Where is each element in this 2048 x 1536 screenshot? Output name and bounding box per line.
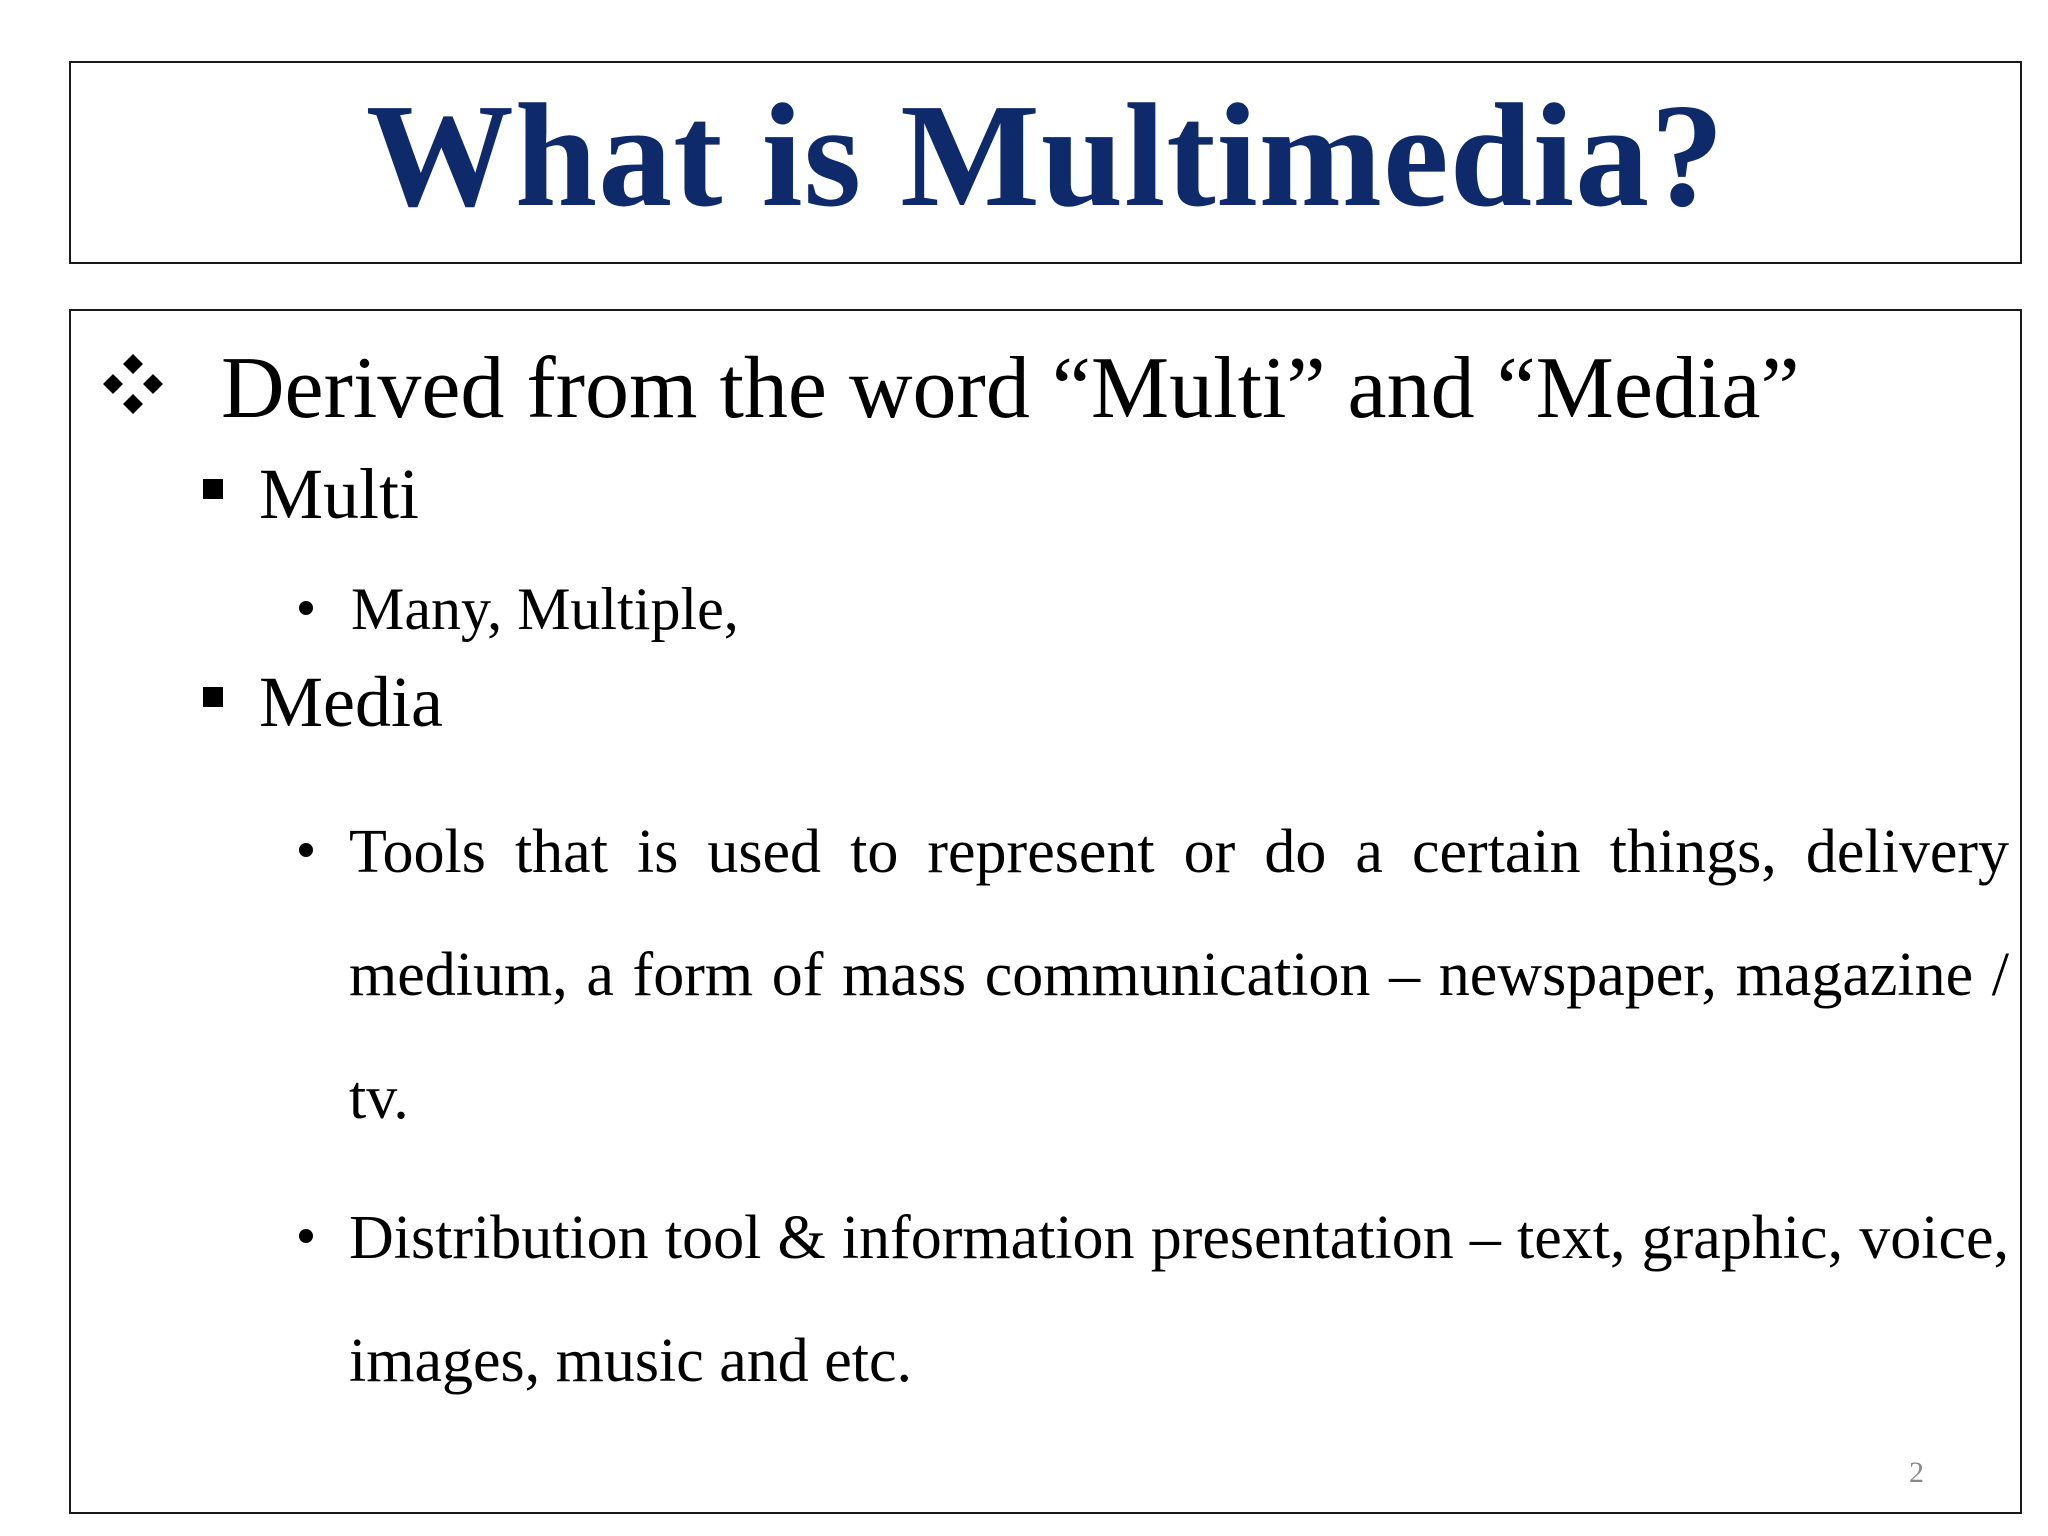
round-bullet-icon [299,1229,313,1243]
media-subitem [349,1177,2009,1423]
level1-text: Derived from the word “Multi” and “Media” [221,340,1800,437]
content-box [69,309,2022,1514]
media-subitem [349,791,2009,1160]
four-diamond-icon [101,352,165,416]
round-bullet-icon [299,601,313,615]
page-number: 2 [1909,1456,1924,1489]
slide-title: What is Multimedia? [365,73,1726,238]
square-bullet-icon [203,687,223,707]
multi-label: Multi [259,454,420,534]
media-subitem-text: Tools that is used to represent or do a certain things, delivery medium, a form of mass communication – newspaper, magazine / tv. [349,818,2009,1132]
round-bullet-icon [299,843,313,857]
square-bullet-icon [203,479,223,499]
media-subitem-text: Distribution tool & information presentation – text, graphic, voice, images, music and etc. [349,1204,2009,1395]
multi-subitem-text: Many, Multiple, [351,576,739,642]
title-box [69,61,2022,264]
media-label: Media [259,662,443,742]
